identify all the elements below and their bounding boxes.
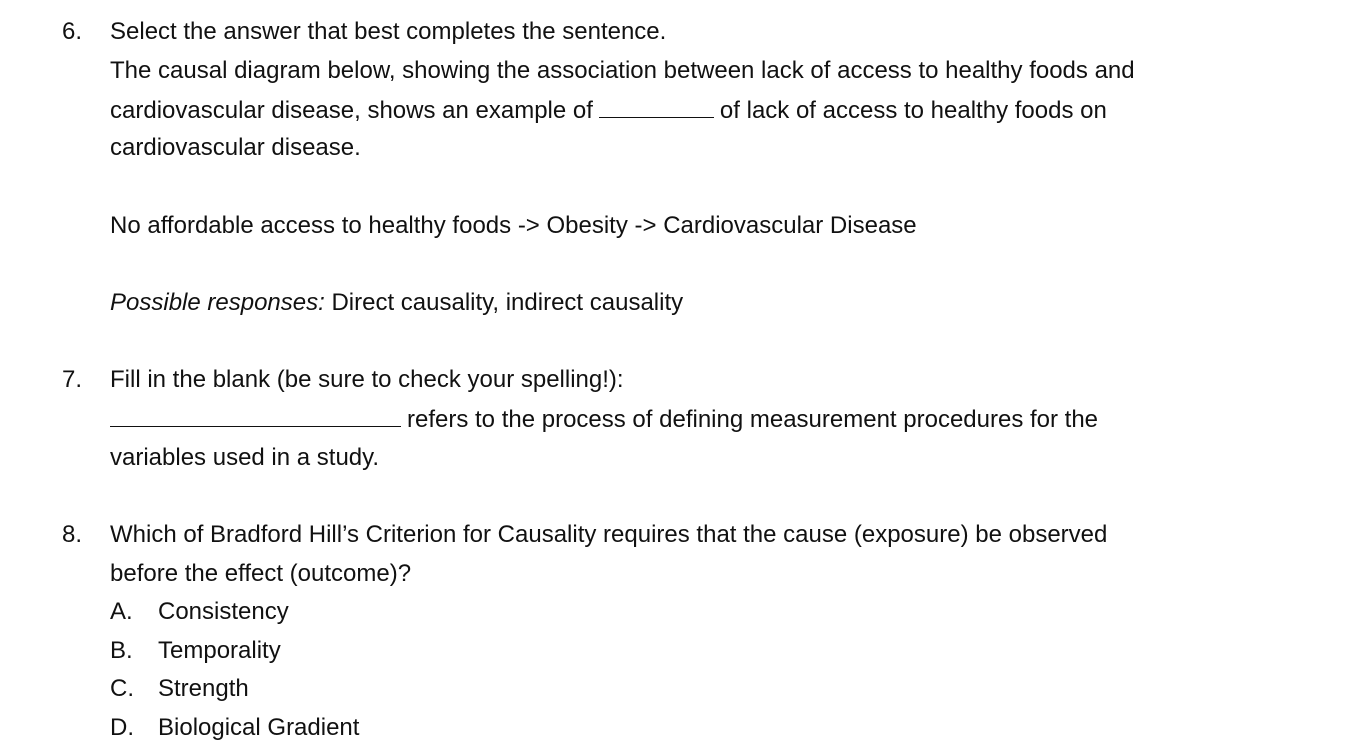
- question-6-body-line-2-after: of lack of access to healthy foods on: [719, 97, 1107, 124]
- question-6-possible-responses: [110, 288, 683, 318]
- question-8-number: 8.: [62, 521, 83, 548]
- option-d-text: Biological Gradient: [158, 714, 360, 741]
- question-7-body-line-2: variables used in a study.: [110, 444, 380, 471]
- option-c-letter: C.: [110, 675, 134, 702]
- question-6-body-line-2-before: cardiovascular disease, shows an example of: [110, 97, 593, 124]
- question-7-body-line-1-after: refers to the process of defining measurement procedures for the: [407, 406, 1099, 433]
- question-6-answer-blank: [599, 95, 714, 118]
- option-b-text: Temporality: [158, 637, 281, 664]
- question-7-number: 7.: [62, 366, 83, 393]
- option-d-letter: D.: [110, 714, 134, 741]
- question-6-prompt: Select the answer that best completes the sentence.: [110, 18, 667, 45]
- option-a-text: Consistency: [158, 598, 289, 625]
- question-6-responses-text: Direct causality, indirect causality: [331, 289, 684, 316]
- option-b-letter: B.: [110, 637, 133, 664]
- question-6-body-line-3: cardiovascular disease.: [110, 134, 361, 161]
- question-6-body-line-2: [110, 95, 1107, 126]
- question-7-prompt: Fill in the blank (be sure to check your spelling!):: [110, 366, 624, 393]
- option-a-letter: A.: [110, 598, 133, 625]
- question-6-body-line-1: The causal diagram below, showing the association between lack of access to healthy foods and: [110, 57, 1135, 84]
- question-7-answer-blank: [110, 404, 401, 427]
- question-8-prompt-line-1: Which of Bradford Hill’s Criterion for Causality requires that the cause (exposure) be observed: [110, 521, 1108, 548]
- option-c-text: Strength: [158, 675, 249, 702]
- question-8-prompt-line-2: before the effect (outcome)?: [110, 560, 412, 587]
- question-6-causal-diagram: No affordable access to healthy foods -> Obesity -> Cardiovascular Disease: [110, 212, 917, 239]
- question-6-number: 6.: [62, 18, 83, 45]
- question-7-body-line-1: [110, 404, 1098, 435]
- question-6-responses-label: Possible responses:: [110, 289, 325, 316]
